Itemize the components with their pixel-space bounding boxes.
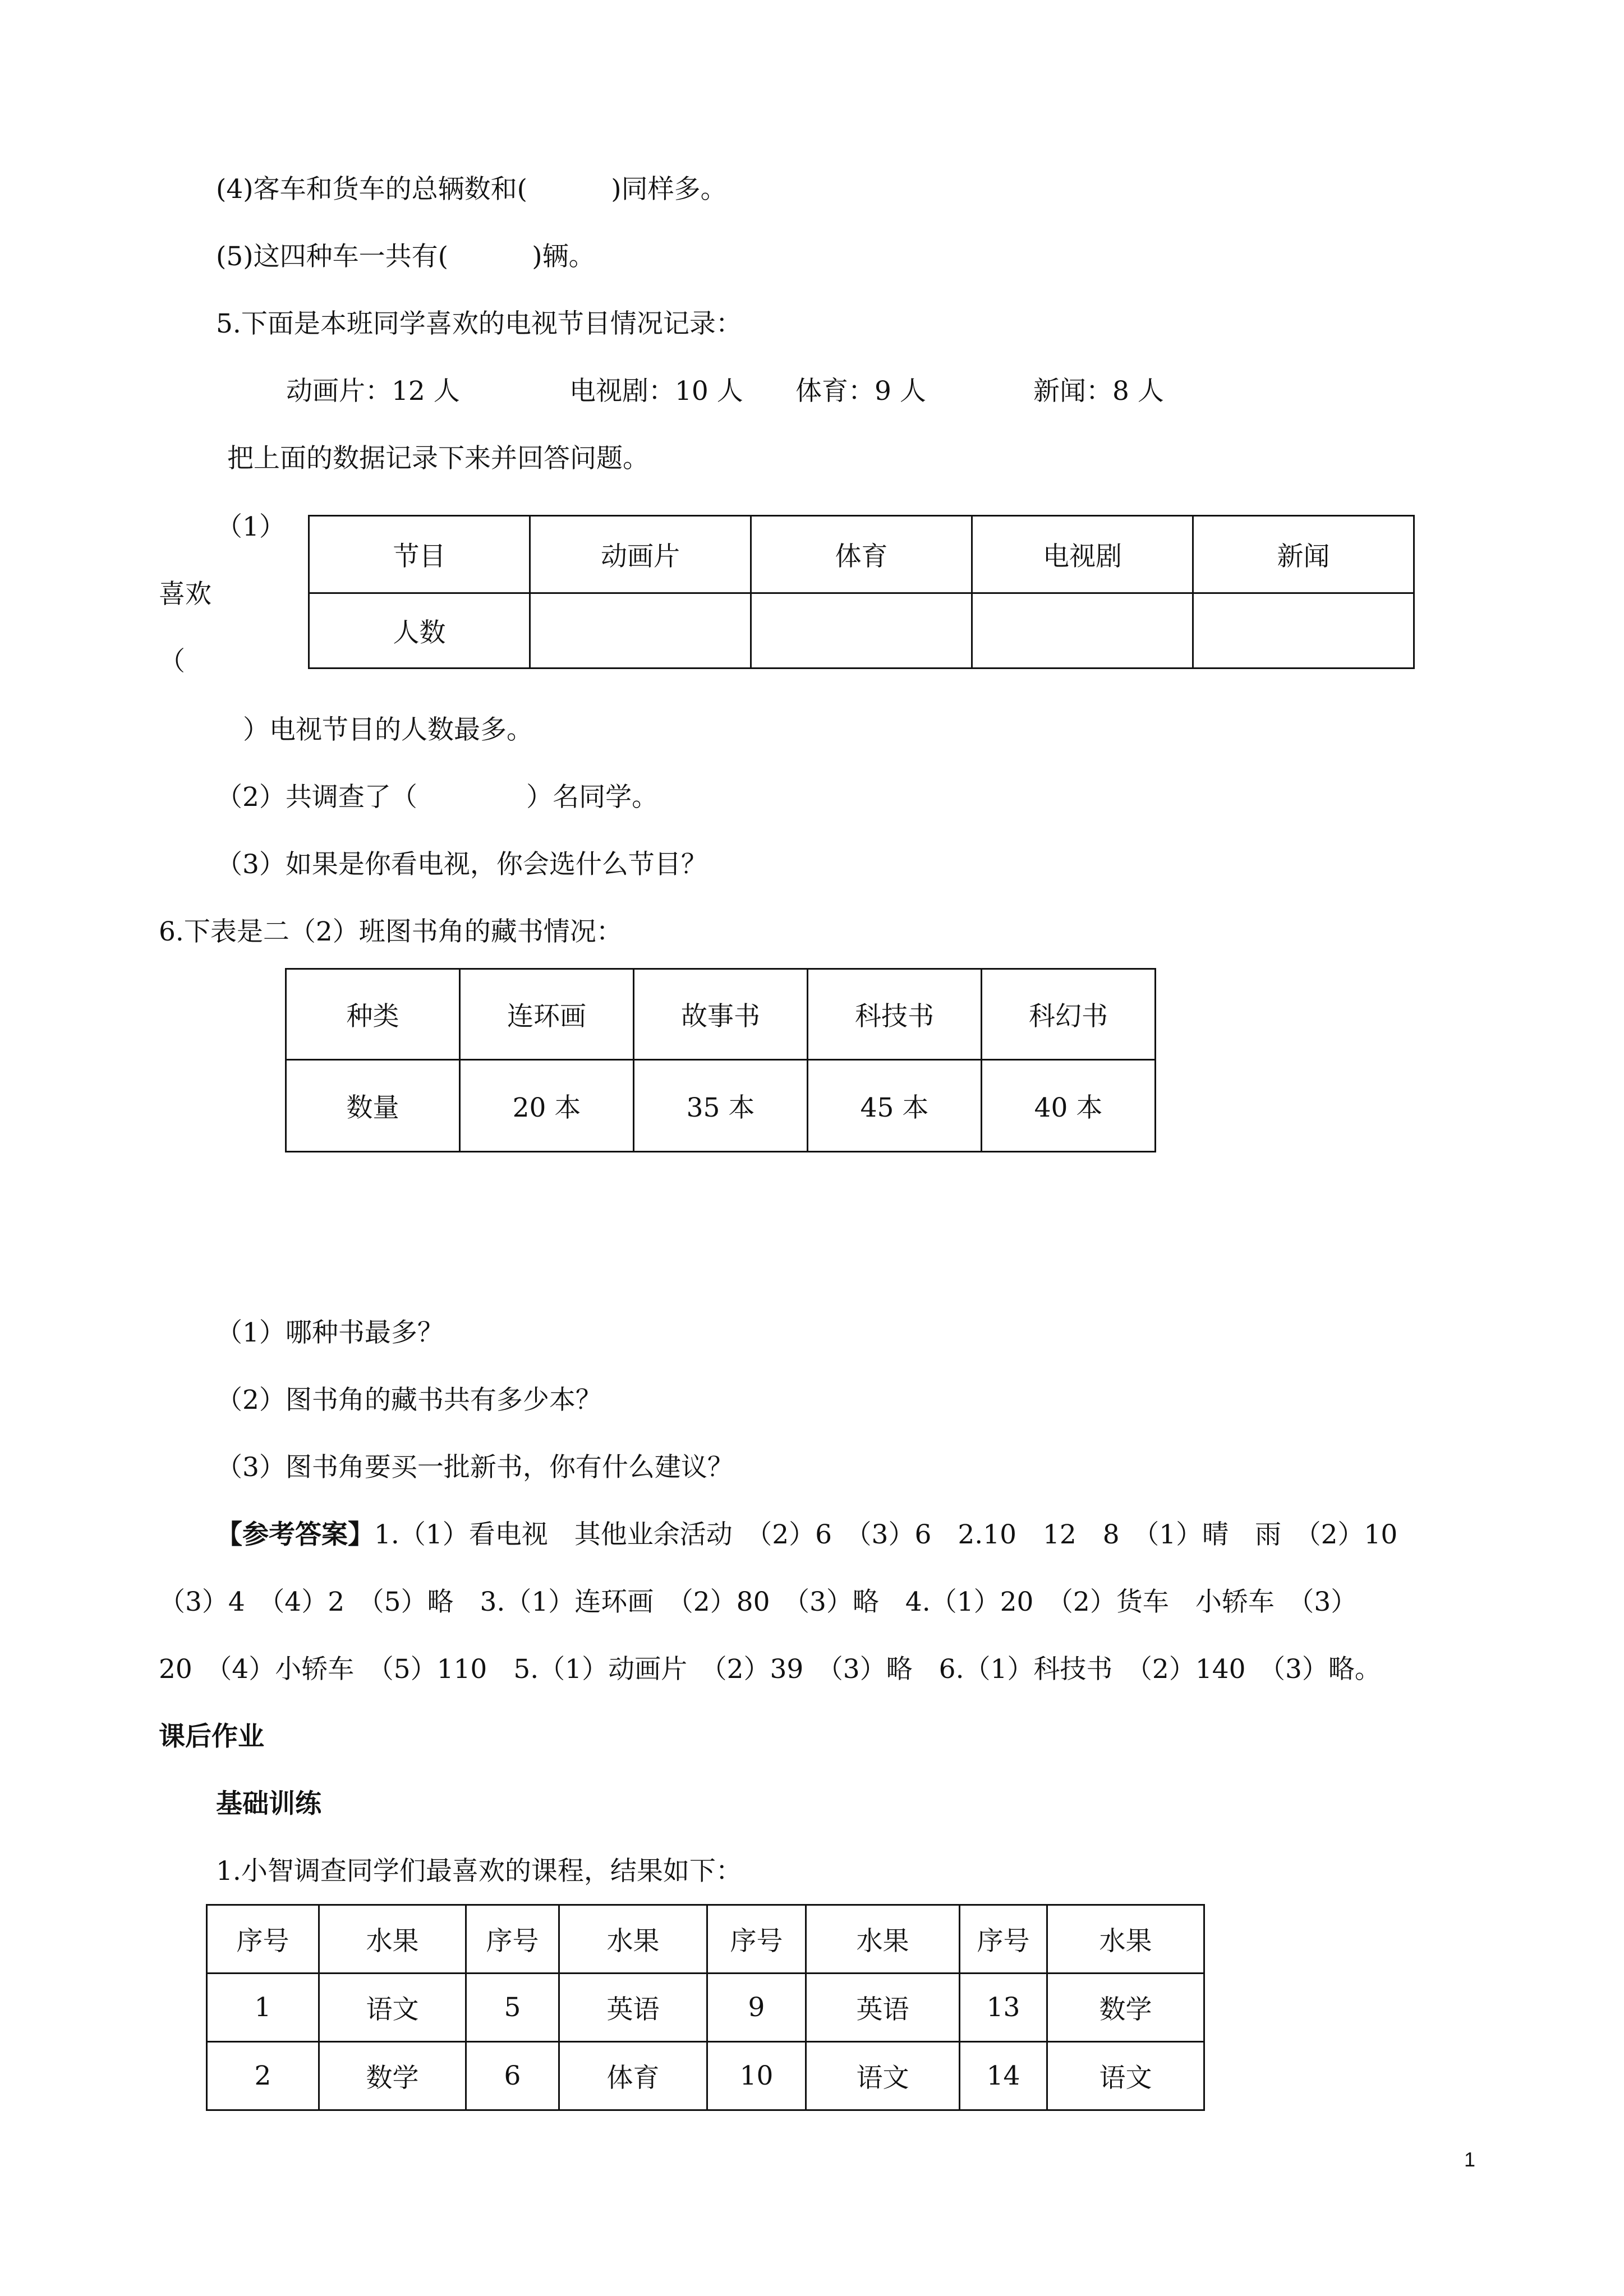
- table-cell: 14: [960, 2042, 1047, 2110]
- table-row: [286, 969, 1156, 1060]
- course-survey-table: [206, 1904, 1205, 2111]
- table-cell: 水果: [559, 1905, 707, 1974]
- table-row: [309, 593, 1414, 668]
- q5-sub1-paren: （: [159, 646, 185, 677]
- table-cell: 序号: [466, 1905, 559, 1974]
- q5-record-drama: 电视剧：10 人: [569, 376, 743, 407]
- q6-sub1: （1）哪种书最多？: [216, 1317, 444, 1348]
- table-row: [286, 1060, 1156, 1152]
- table-cell: 动画片: [530, 516, 751, 593]
- q4-line-5: (5)这四种车一共有( )辆。: [216, 241, 595, 272]
- table-cell: 水果: [806, 1905, 960, 1974]
- q6-sub3: （3）图书角要买一批新书，你有什么建议？: [216, 1452, 734, 1483]
- table-cell: 10: [707, 2042, 806, 2110]
- table-cell: 科幻书: [982, 969, 1156, 1060]
- table-cell: 序号: [707, 1905, 806, 1974]
- homework-subheading: 基础训练: [216, 1788, 321, 1819]
- table-cell: 序号: [207, 1905, 319, 1974]
- q5-record-sports: 体育：9 人: [795, 376, 926, 407]
- q5-sub1-number: （1）: [216, 511, 286, 542]
- q5-sub1-word: 喜欢: [159, 579, 211, 610]
- q5-sub2: （2）共调查了（ ）名同学。: [216, 782, 659, 813]
- table-cell: 科技书: [808, 969, 982, 1060]
- tv-program-table: [308, 515, 1415, 669]
- table-cell: 40 本: [982, 1060, 1156, 1152]
- table-cell: [530, 593, 751, 668]
- table-cell: 语文: [1047, 2042, 1204, 2110]
- table-cell: 6: [466, 2042, 559, 2110]
- table-cell: [1193, 593, 1414, 668]
- table-cell: [751, 593, 972, 668]
- q6-sub2: （2）图书角的藏书共有多少本？: [216, 1385, 602, 1416]
- table-cell: 数量: [286, 1060, 460, 1152]
- q5-sub1-continuation: ）电视节目的人数最多。: [243, 714, 533, 745]
- table-cell: 英语: [559, 1974, 707, 2042]
- table-cell: 1: [207, 1974, 319, 2042]
- table-cell: 9: [707, 1974, 806, 2042]
- table-cell: 45 本: [808, 1060, 982, 1152]
- answers-text-1: 1.（1）看电视 其他业余活动 （2）6 （3）6 2.10 12 8 （1）晴 雨 （2）10: [374, 1519, 1398, 1550]
- answers-line-2: （3）4 （4）2 （5）略 3.（1）连环画 （2）80 （3）略 4.（1）20 （2）货车 小轿车 （3）: [159, 1587, 1358, 1617]
- table-cell: 电视剧: [972, 516, 1193, 593]
- table-cell: 体育: [751, 516, 972, 593]
- q5-title: 5.下面是本班同学喜欢的电视节目情况记录：: [216, 308, 742, 339]
- table-cell: 故事书: [634, 969, 808, 1060]
- page-number: 1: [1464, 2148, 1476, 2171]
- table-cell: 20 本: [460, 1060, 634, 1152]
- table-cell: 种类: [286, 969, 460, 1060]
- table-cell: 水果: [319, 1905, 466, 1974]
- table-header-row: [207, 1905, 1204, 1974]
- table-row: [309, 516, 1414, 593]
- table-cell: 水果: [1047, 1905, 1204, 1974]
- q5-record-news: 新闻：8 人: [1033, 376, 1164, 407]
- table-cell: 连环画: [460, 969, 634, 1060]
- book-collection-table: [285, 968, 1156, 1152]
- q6-title: 6.下表是二（2）班图书角的藏书情况：: [159, 916, 623, 947]
- table-cell: 35 本: [634, 1060, 808, 1152]
- table-cell: 新闻: [1193, 516, 1414, 593]
- table-cell: 语文: [319, 1974, 466, 2042]
- table-cell: 数学: [319, 2042, 466, 2110]
- answers-line-3: 20 （4）小轿车 （5）110 5.（1）动画片 （2）39 （3）略 6.（1）科技书 （2）140 （3）略。: [159, 1654, 1381, 1685]
- table-cell: 2: [207, 2042, 319, 2110]
- table-cell: [972, 593, 1193, 668]
- table-cell: 体育: [559, 2042, 707, 2110]
- q5-sub3: （3）如果是你看电视，你会选什么节目？: [216, 849, 707, 880]
- table-cell: 语文: [806, 2042, 960, 2110]
- homework-heading: 课后作业: [159, 1721, 264, 1752]
- table-cell: 数学: [1047, 1974, 1204, 2042]
- table-cell: 13: [960, 1974, 1047, 2042]
- table-row: [207, 1974, 1204, 2042]
- table-row: [207, 2042, 1204, 2110]
- q5-record-cartoon: 动画片：12 人: [286, 376, 460, 407]
- table-cell: 英语: [806, 1974, 960, 2042]
- table-cell: 节目: [309, 516, 530, 593]
- answers-label: 【参考答案】: [216, 1519, 374, 1550]
- homework-q1: 1.小智调查同学们最喜欢的课程，结果如下：: [216, 1856, 742, 1887]
- table-cell: 人数: [309, 593, 530, 668]
- table-cell: 序号: [960, 1905, 1047, 1974]
- q4-line-4: (4)客车和货车的总辆数和( )同样多。: [216, 174, 727, 205]
- table-cell: 5: [466, 1974, 559, 2042]
- q5-instruction: 把上面的数据记录下来并回答问题。: [227, 443, 649, 474]
- answers-line-1: [216, 1518, 1397, 1552]
